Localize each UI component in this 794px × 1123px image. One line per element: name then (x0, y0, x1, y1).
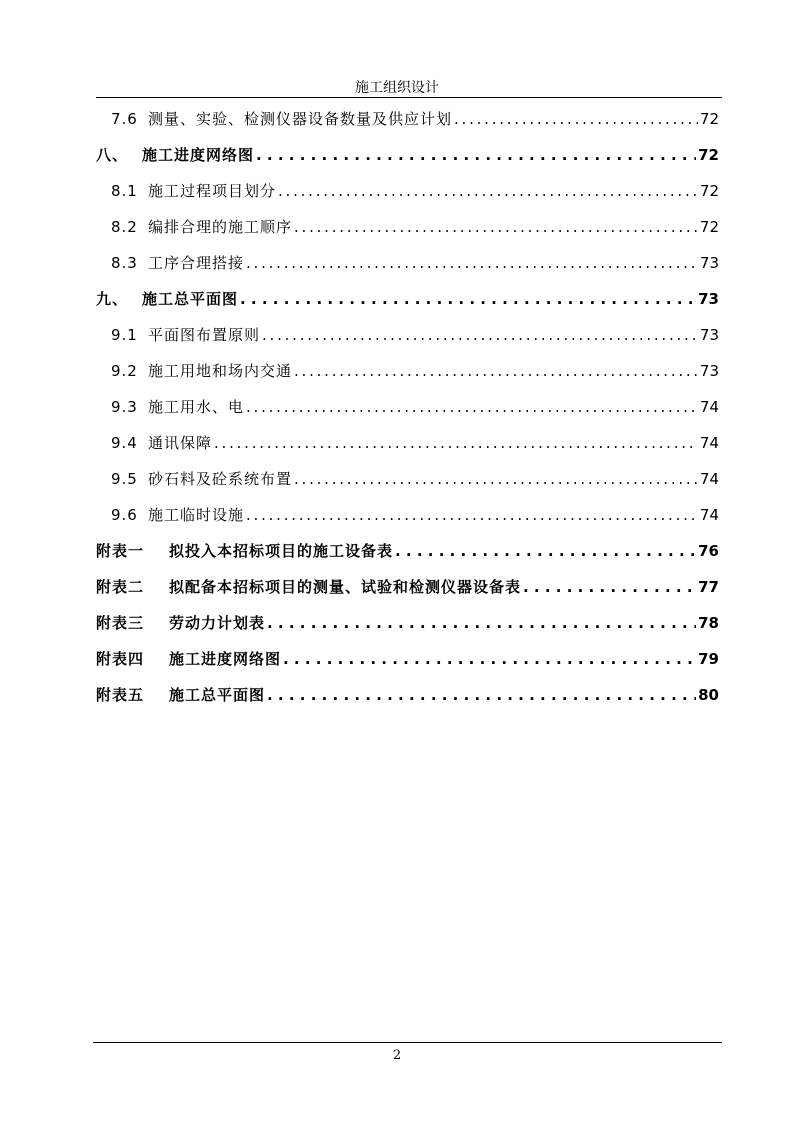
toc-leader-dots (267, 612, 696, 634)
toc-entry[interactable] (96, 540, 719, 562)
toc-entry-page: 80 (698, 686, 719, 704)
page-header-title: 施工组织设计 (355, 80, 439, 96)
toc-entry-number: 9.5 (111, 470, 138, 488)
toc-entry-number: 附表一 (96, 542, 145, 560)
header-divider (96, 97, 722, 98)
toc-entry-number: 附表二 (96, 578, 145, 596)
toc-entry-title: 施工过程项目划分 (148, 182, 277, 200)
toc-entry-number: 九、 (96, 290, 129, 308)
toc-entry-page: 78 (698, 614, 719, 632)
toc-leader-dots (262, 324, 698, 346)
toc-leader-dots (294, 216, 698, 238)
toc-entry[interactable] (96, 144, 719, 166)
toc-entry-title: 施工进度网络图 (169, 650, 282, 668)
toc-entry[interactable] (111, 468, 719, 490)
toc-entry[interactable] (96, 612, 719, 634)
page-number: 2 (392, 1048, 402, 1063)
toc-entry-title: 施工进度网络图 (142, 146, 255, 164)
toc-entry-page: 74 (699, 398, 719, 416)
footer-divider (93, 1042, 722, 1043)
toc-entry-page: 73 (699, 326, 719, 344)
toc-leader-dots (214, 432, 698, 454)
toc-entry-page: 74 (699, 506, 719, 524)
toc-entry[interactable] (96, 288, 719, 310)
toc-entry[interactable] (111, 108, 719, 130)
toc-leader-dots (246, 396, 698, 418)
toc-entry-page: 72 (698, 146, 719, 164)
toc-entry[interactable] (111, 324, 719, 346)
toc-entry-number: 附表三 (96, 614, 145, 632)
toc-entry-title: 劳动力计划表 (169, 614, 266, 632)
toc-leader-dots (454, 108, 698, 130)
toc-leader-dots (523, 576, 696, 598)
toc-entry-title: 拟配备本招标项目的测量、试验和检测仪器设备表 (169, 578, 522, 596)
toc-entry-number: 7.6 (111, 110, 138, 128)
toc-entry-number: 八、 (96, 146, 129, 164)
toc-entry-page: 74 (699, 470, 719, 488)
toc-entry-page: 77 (698, 578, 719, 596)
toc-entry-title: 平面图布置原则 (148, 326, 261, 344)
toc-entry-title: 编排合理的施工顺序 (148, 218, 293, 236)
toc-entry-title: 施工用地和场内交通 (148, 362, 293, 380)
toc-entry-page: 74 (699, 434, 719, 452)
toc-entry[interactable] (111, 180, 719, 202)
toc-entry-title: 施工用水、电 (148, 398, 245, 416)
toc-entry-number: 附表五 (96, 686, 145, 704)
toc-entry-number: 8.3 (111, 254, 138, 272)
toc-entry[interactable] (111, 252, 719, 274)
toc-entry-page: 79 (698, 650, 719, 668)
toc-entry-title: 通讯保障 (148, 434, 213, 452)
toc-entry-page: 72 (699, 182, 719, 200)
toc-entry-number: 8.2 (111, 218, 138, 236)
toc-entry-number: 9.6 (111, 506, 138, 524)
toc-entry-page: 73 (698, 290, 719, 308)
toc-entry-number: 9.4 (111, 434, 138, 452)
toc-entry-number: 附表四 (96, 650, 145, 668)
toc-leader-dots (240, 288, 696, 310)
toc-entry-page: 73 (699, 254, 719, 272)
toc-entry-title: 拟投入本招标项目的施工设备表 (169, 542, 394, 560)
toc-entry-page: 73 (699, 362, 719, 380)
toc-leader-dots (283, 648, 696, 670)
toc-entry[interactable] (96, 576, 719, 598)
toc-entry-page: 72 (699, 110, 719, 128)
toc-entry-title: 施工临时设施 (148, 506, 245, 524)
toc-leader-dots (256, 144, 696, 166)
toc-entry-number: 9.2 (111, 362, 138, 380)
toc-entry-page: 76 (698, 542, 719, 560)
toc-entry[interactable] (111, 432, 719, 454)
toc-entry-title: 工序合理搭接 (148, 254, 245, 272)
toc-entry[interactable] (111, 396, 719, 418)
toc-entry-title: 测量、实验、检测仪器设备数量及供应计划 (148, 110, 453, 128)
toc-entry-title: 砂石料及砼系统布置 (148, 470, 293, 488)
toc-entry-page: 72 (699, 218, 719, 236)
toc-entry[interactable] (111, 504, 719, 526)
toc-entry-number: 9.3 (111, 398, 138, 416)
toc-leader-dots (246, 252, 698, 274)
toc-entry[interactable] (111, 216, 719, 238)
toc-entry[interactable] (111, 360, 719, 382)
toc-leader-dots (294, 360, 698, 382)
toc-entry[interactable] (96, 648, 719, 670)
toc-leader-dots (294, 468, 698, 490)
toc-leader-dots (278, 180, 698, 202)
toc-leader-dots (246, 504, 698, 526)
toc-entry-title: 施工总平面图 (169, 686, 266, 704)
toc-entry-title: 施工总平面图 (142, 290, 239, 308)
toc-leader-dots (267, 684, 696, 706)
toc-entry-number: 9.1 (111, 326, 138, 344)
toc-entry[interactable] (96, 684, 719, 706)
toc-leader-dots (395, 540, 696, 562)
toc-entry-number: 8.1 (111, 182, 138, 200)
